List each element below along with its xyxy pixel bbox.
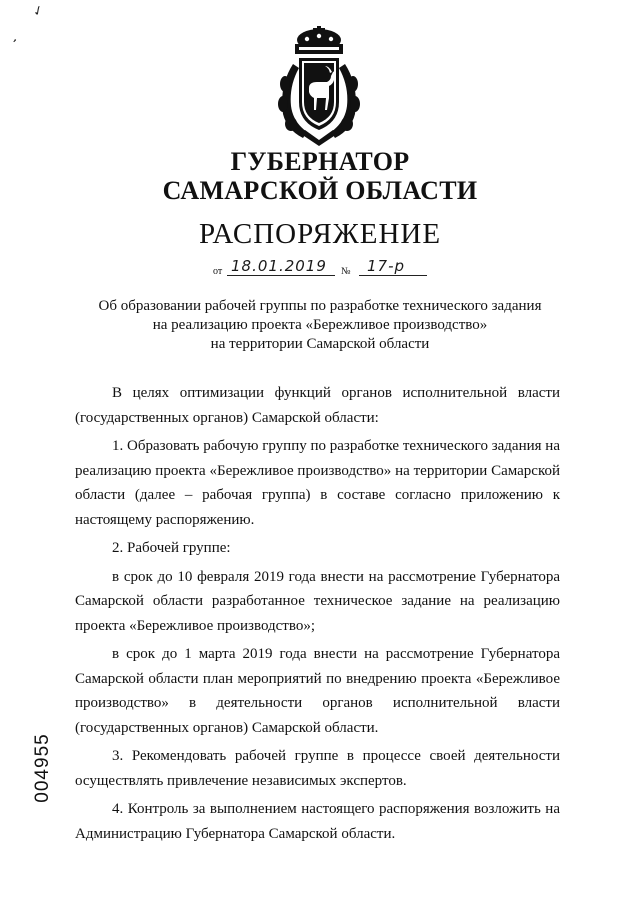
registry-code: [28, 720, 58, 815]
clause-2-sub-b: в срок до 1 марта 2019 года внести на рассмотрение Губернатора Самарской области план мероприятий по внедрению проекта «Бережливое производство» в деятельности органов исполнительной власти (государственных органов) Самарской области.: [75, 646, 560, 736]
subject-line: Об образовании рабочей группы по разработке технического задания: [98, 298, 542, 314]
clause-3: 3. Рекомендовать рабочей группе в процессе своей деятельности осуществлять привлечение независимых экспертов.: [75, 748, 560, 789]
registry-code-text: 004955: [32, 732, 53, 803]
margin-mark: ✓: [30, 2, 47, 21]
clause-1: 1. Образовать рабочую группу по разработке технического задания на реализацию проекта «Бережливое производство» на территории Самарской области (далее – рабочая группа) в составе согласно приложению к настоящему распоряжению.: [75, 438, 560, 528]
document-subject: [60, 297, 580, 354]
clause-2-sub-a: в срок до 10 февраля 2019 года внести на рассмотрение Губернатора Самарской области разработанное техническое задание на реализацию проекта «Бережливое производство»;: [75, 568, 560, 634]
margin-mark: ,: [11, 29, 21, 46]
region-title: САМАРСКОЙ ОБЛАСТИ: [162, 176, 478, 205]
date-label: от: [213, 266, 223, 277]
clause-4: 4. Контроль за выполнением настоящего распоряжения возложить на Администрацию Губернатора Самарской области.: [75, 801, 560, 842]
handwritten-number: 17-р: [367, 257, 406, 275]
governor-title: ГУБЕРНАТОР: [230, 147, 410, 176]
intro-paragraph: В целях оптимизации функций органов исполнительной власти (государственных органов) Самарской области:: [75, 385, 560, 426]
subject-line: на реализацию проекта «Бережливое производство»: [152, 317, 488, 333]
registration-line: [213, 258, 433, 280]
document-body: [75, 381, 560, 846]
subject-line: на территории Самарской области: [210, 336, 430, 352]
clause-2: 2. Рабочей группе:: [112, 540, 231, 556]
handwritten-date: 18.01.2019: [231, 257, 327, 275]
document-type-heading: РАСПОРЯЖЕНИЕ: [198, 218, 442, 250]
samara-coat-of-arms-icon: [273, 26, 365, 148]
number-label: №: [341, 266, 351, 277]
